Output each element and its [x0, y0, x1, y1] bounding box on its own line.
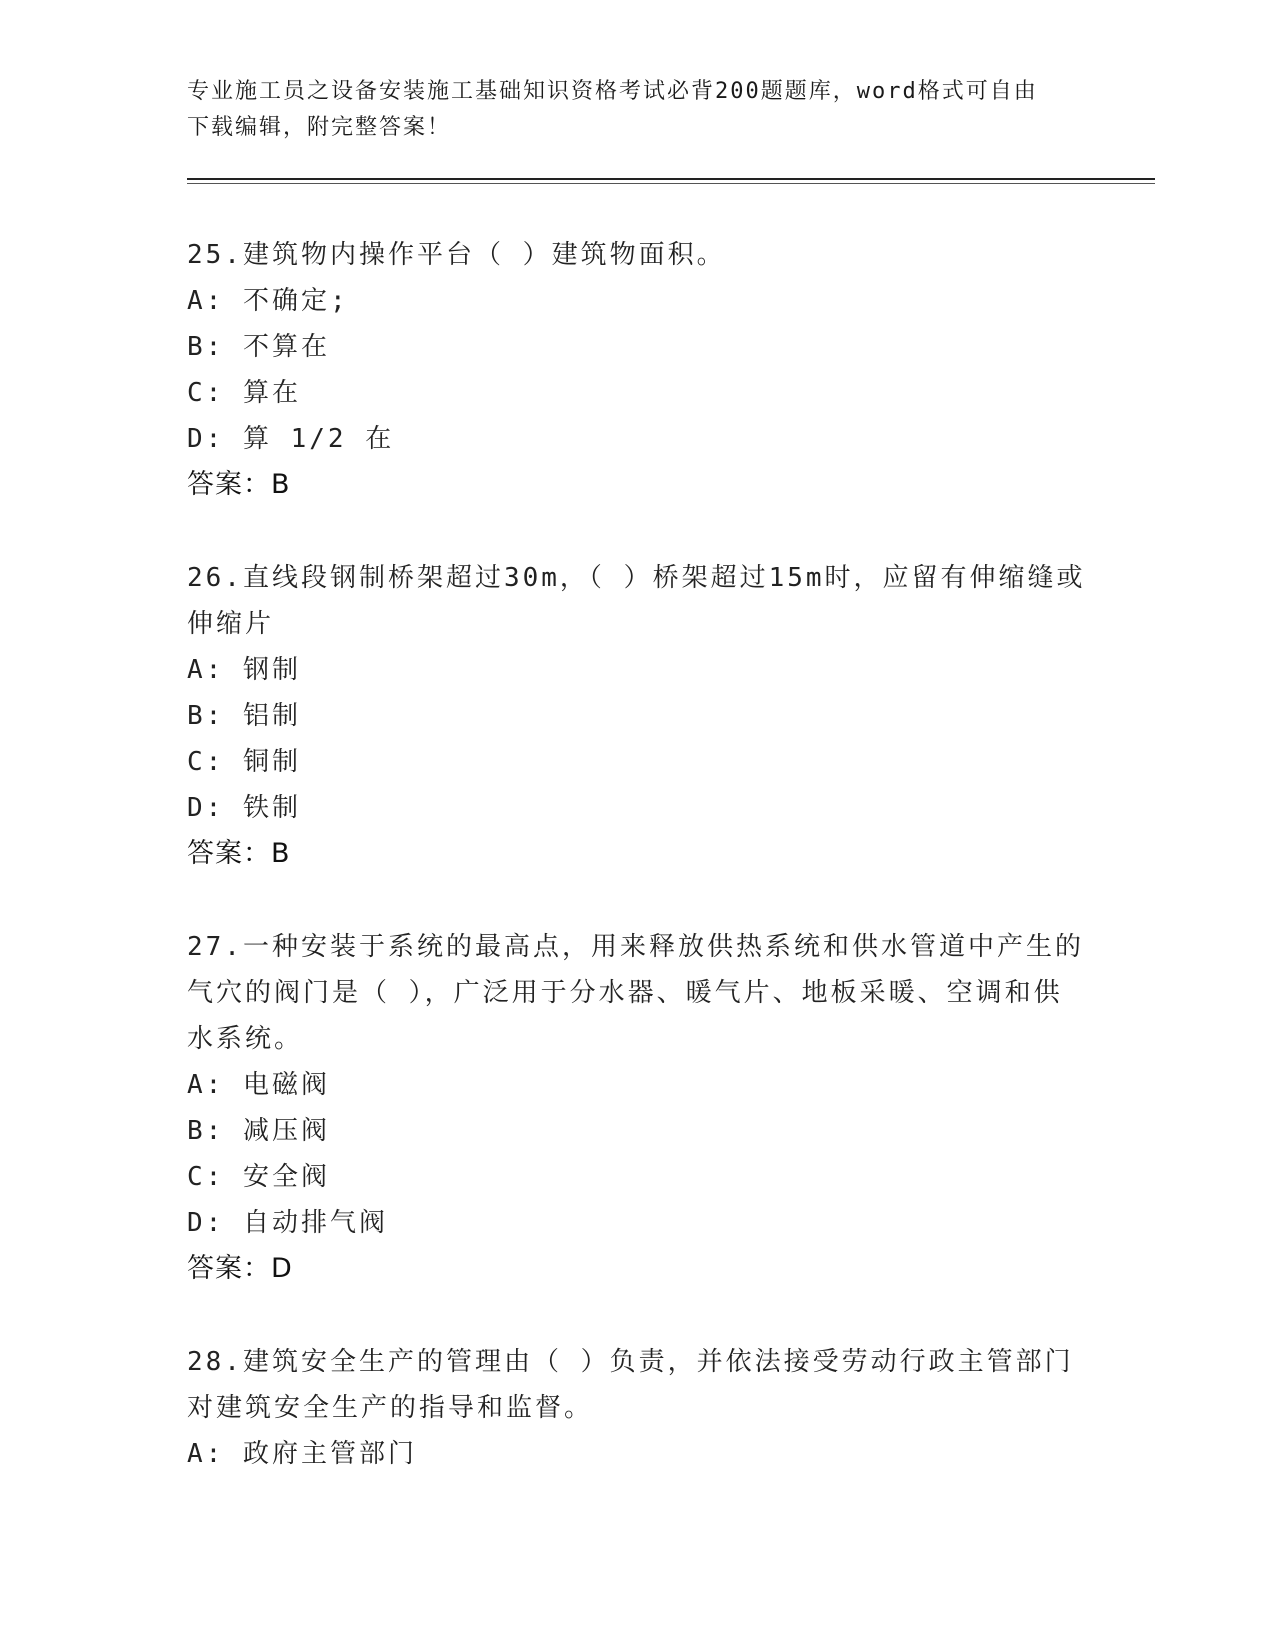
option-a: A: 不确定;: [187, 286, 349, 316]
option-c: C: 铜制: [187, 747, 301, 777]
option-a: A: 钢制: [187, 655, 301, 685]
question-28: [187, 1339, 1087, 1477]
option-c: C: 算在: [187, 378, 301, 408]
option-a: A: 电磁阀: [187, 1070, 330, 1100]
option-d: D: 铁制: [187, 793, 301, 823]
header-divider-thin: [187, 183, 1155, 184]
question-list: [187, 232, 1087, 1524]
question-stem: 26.直线段钢制桥架超过30m，（ ）桥架超过15m时，应留有伸缩缝或: [187, 563, 1086, 593]
header-title-line-2: 下载编辑，附完整答案！: [187, 115, 452, 140]
question-stem-continued: 伸缩片: [187, 609, 275, 639]
header-title-line-1: 专业施工员之设备安装施工基础知识资格考试必背200题题库，word格式可自由: [187, 79, 1038, 104]
option-d: D: 自动排气阀: [187, 1208, 388, 1238]
question-stem: 27.一种安装于系统的最高点，用来释放供热系统和供水管道中产生的: [187, 932, 1084, 962]
option-b: B: 不算在: [187, 332, 330, 362]
option-d: D: 算 1/2 在: [187, 424, 395, 454]
question-stem: 28.建筑安全生产的管理由（ ）负责，并依法接受劳动行政主管部门: [187, 1347, 1074, 1377]
question-26: [187, 555, 1087, 877]
answer-line: 答案：B: [187, 838, 291, 869]
answer-line: 答案：D: [187, 1253, 293, 1284]
option-b: B: 减压阀: [187, 1116, 330, 1146]
question-stem-continued: 气穴的阀门是（ ），广泛用于分水器、暖气片、地板采暖、空调和供: [187, 978, 1063, 1008]
option-b: B: 铝制: [187, 701, 301, 731]
document-header: [187, 74, 1087, 146]
question-stem-continued: 对建筑安全生产的指导和监督。: [187, 1393, 594, 1423]
answer-line: 答案：B: [187, 469, 291, 500]
question-stem-continued: 水系统。: [187, 1024, 304, 1054]
option-a: A: 政府主管部门: [187, 1439, 417, 1469]
header-divider-thick: [187, 178, 1155, 180]
question-stem: 25.建筑物内操作平台（ ）建筑物面积。: [187, 240, 726, 270]
option-c: C: 安全阀: [187, 1162, 330, 1192]
question-27: [187, 924, 1087, 1292]
question-25: [187, 232, 1087, 508]
